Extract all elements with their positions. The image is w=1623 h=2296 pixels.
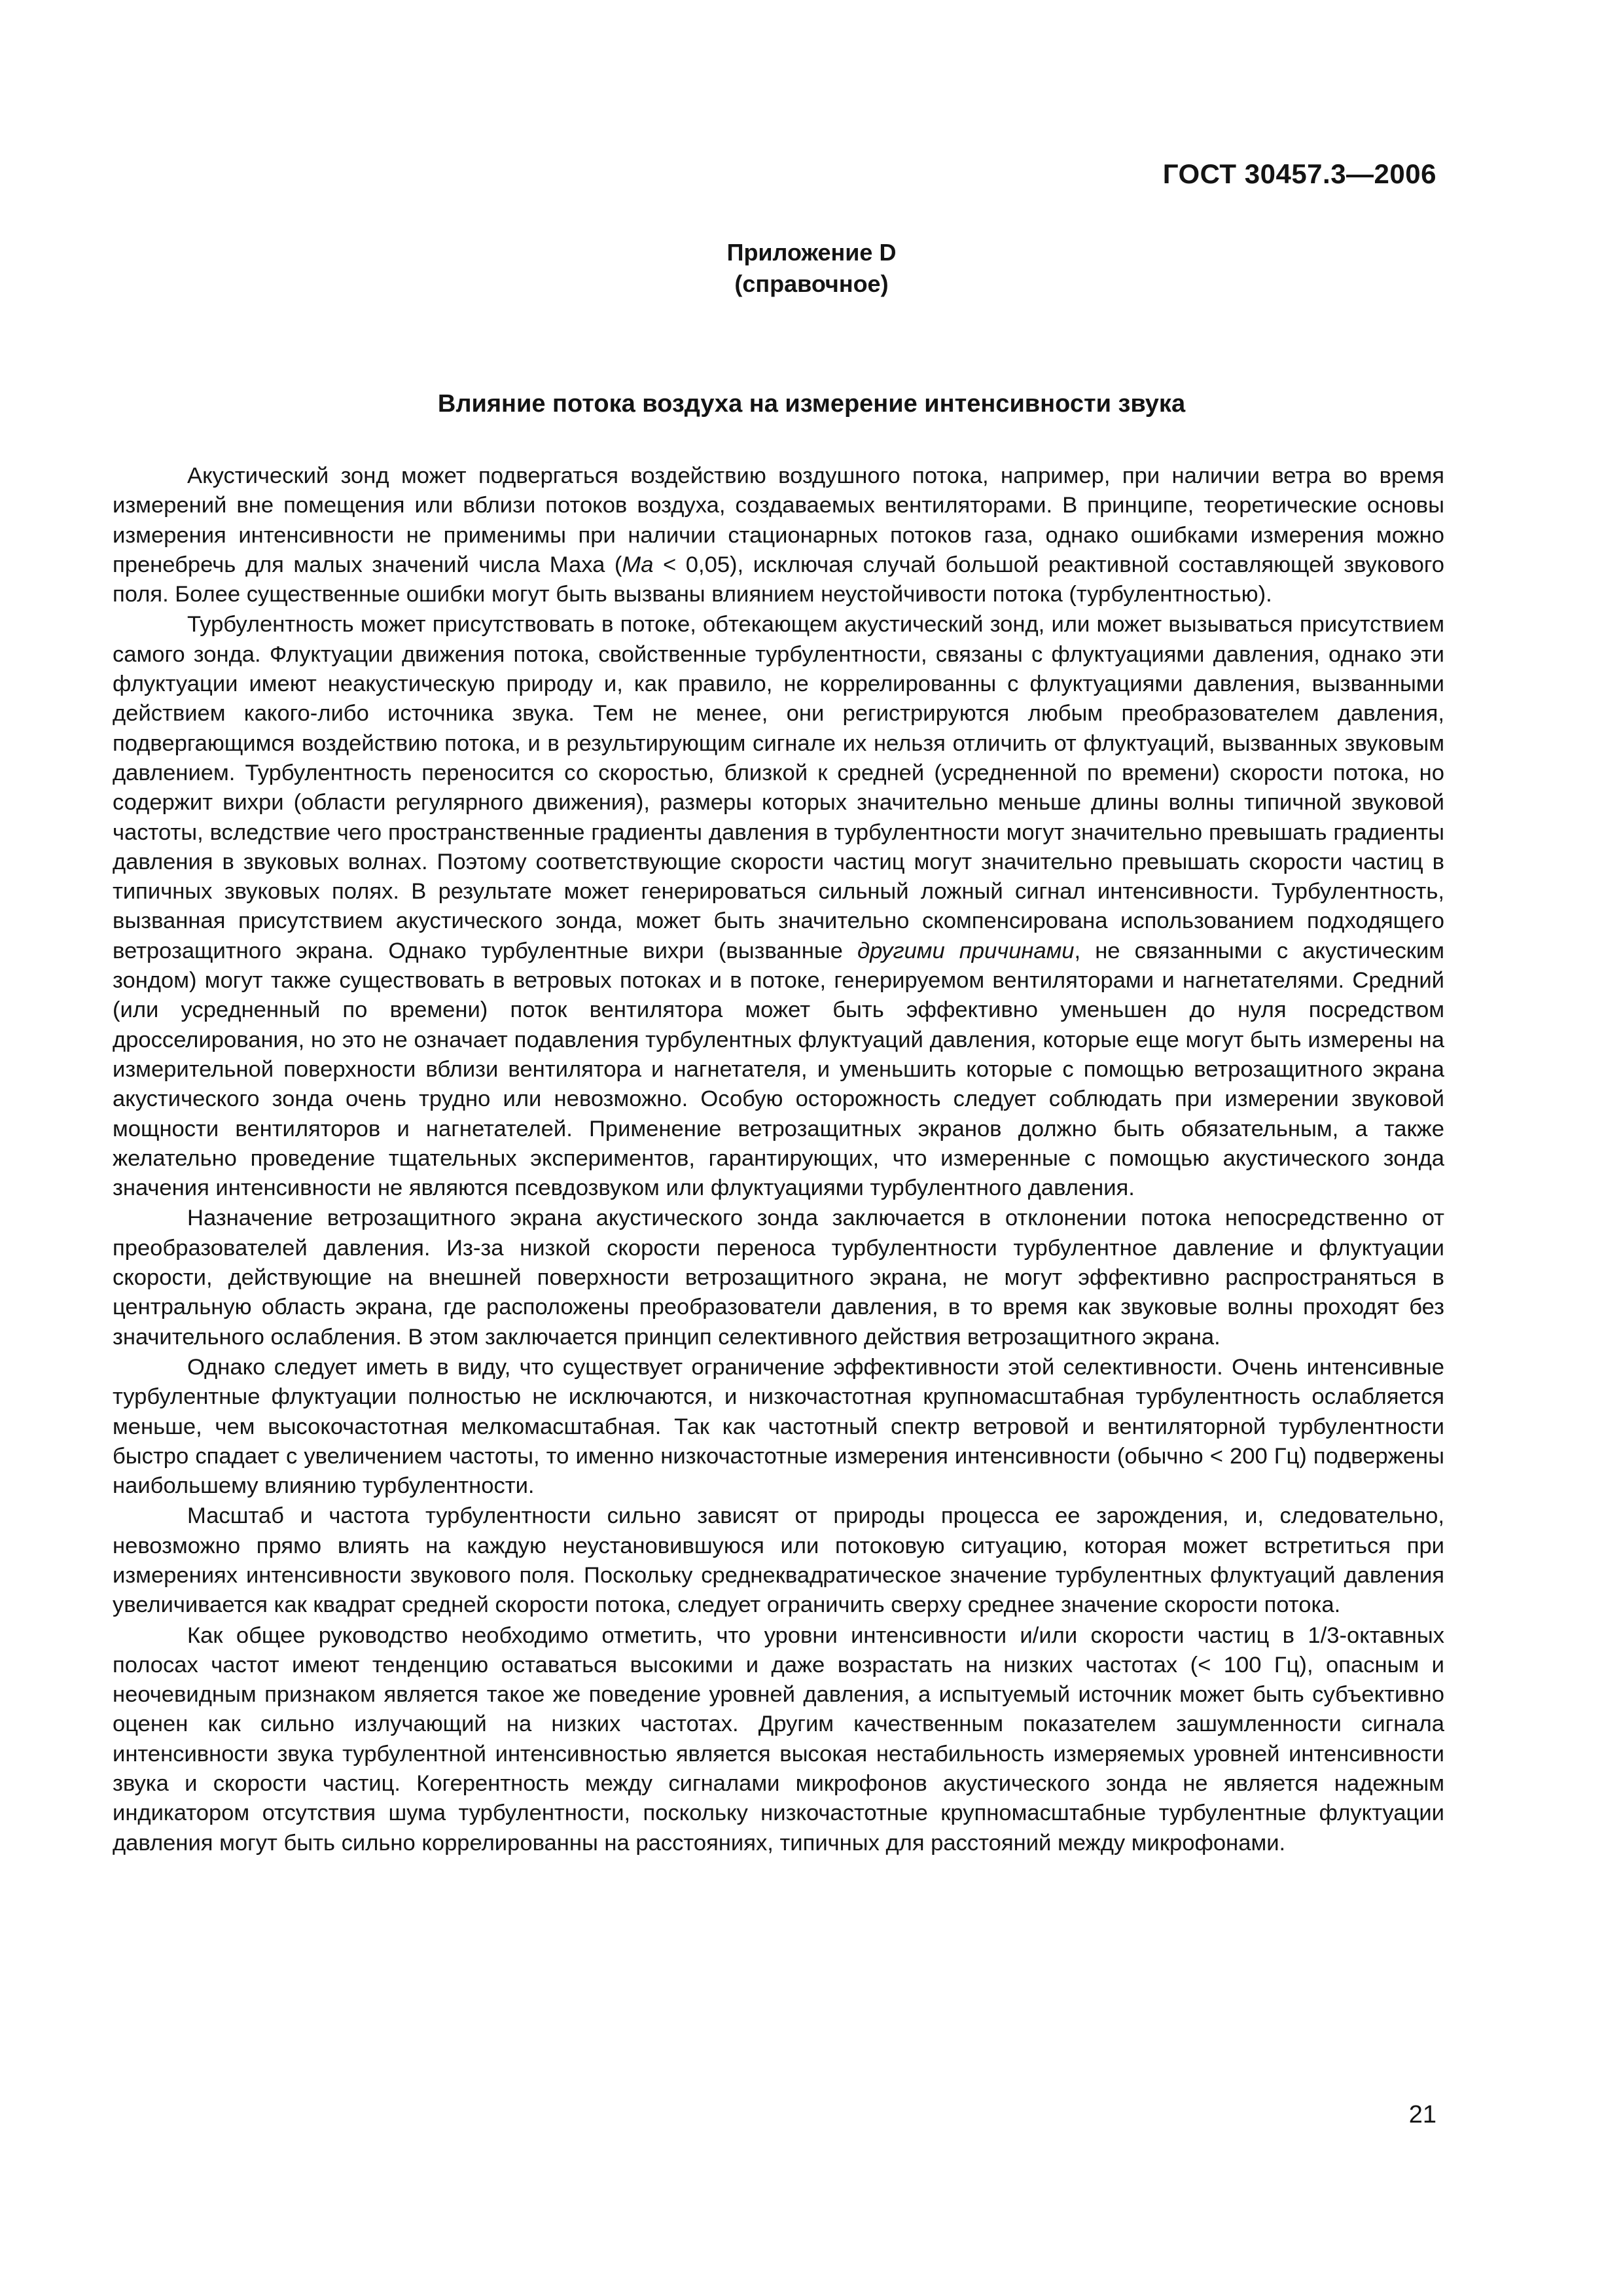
standard-code: ГОСТ 30457.3—2006 bbox=[1162, 158, 1436, 189]
paragraph bbox=[113, 1501, 1444, 1620]
section-title: Влияние потока воздуха на измерение интенсивности звука bbox=[437, 390, 1186, 418]
paragraph-text: Акустический зонд может подвергаться воздействию воздушного потока, например, при наличии ветра во время измерений вне помещения или вблизи потоков воздуха, создаваемых вентиляторами. В принципе, теоретические основы измерения интенсивности не применимы при наличии стационарных потоков газа, однако ошибками измерения можно пренебречь для малых значений числа Маха ( bbox=[113, 463, 1444, 577]
paragraph-text: Турбулентность может присутствовать в потоке, обтекающем акустический зонд, или может вызываться присутствием самого зонда. Флуктуации движения потока, свойственные турбулентности, связаны с флуктуациями давления, однако эти флуктуации имеют неакустическую природу и, как правило, не коррелированны с флуктуациями давления, вызванными действием какого-либо источника звука. Тем не менее, они регистрируются любым преобразователем давления, подвергающимся воздействию потока, и в результирующим сигнале их нельзя отличить от флуктуаций, вызванных звуковым давлением. Турбулентность переносится со скоростью, близкой к средней (усредненной по времени) скорости потока, но содержит вихри (области регулярного движения), размеры которых значительно меньше длины волны типичной звуковой частоты, вследствие чего пространственные градиенты давления в турбулентности могут значительно превышать градиенты давления в звуковых волнах. Поэтому соответствующие скорости частиц могут значительно превышать скорости частиц в типичных звуковых полях. В результате может генерироваться сильный ложный сигнал интенсивности. Турбулентность, вызванная присутствием акустического зонда, может быть значительно скомпенсирована использованием подходящего ветрозащитного экрана. Однако турбулентные вихри (вызванные bbox=[113, 612, 1444, 963]
appendix-label: Приложение D bbox=[726, 239, 897, 266]
paragraph bbox=[113, 1353, 1444, 1501]
appendix-status: (справочное) bbox=[734, 270, 889, 297]
paragraph-text: Однако следует иметь в виду, что существует ограничение эффективности этой селективности. Очень интенсивные турбулентные флуктуации полностью не исключаются, и низкочастотная крупномасштабная турбулентность ослабляется меньше, чем высокочастотная мелкомасштабная. Так как частотный спектр ветровой и вентиляторной турбулентности быстро спадает с увеличением частоты, то именно низкочастотные измерения интенсивности (обычно < 200 Гц) подвержены наибольшему влиянию турбулентности. bbox=[113, 1354, 1444, 1499]
body-text bbox=[113, 461, 1444, 1858]
paragraph-text: Масштаб и частота турбулентности сильно зависят от природы процесса ее зарождения, и, следовательно, невозможно прямо влиять на каждую неустановившуюся или потоковую ситуацию, которая может встретиться при измерениях интенсивности звукового поля. Поскольку среднеквадратическое значение турбулентных флуктуаций давления увеличивается как квадрат средней скорости потока, следует ограничить сверху среднее значение скорости потока. bbox=[113, 1503, 1444, 1618]
paragraph-text: Назначение ветрозащитного экрана акустического зонда заключается в отклонении потока непосредственно от преобразователей давления. Из-за низкой скорости переноса турбулентности турбулентное давление и флуктуации скорости, действующие на внешней поверхности ветрозащитного экрана, не могут эффективно распространяться в центральную область экрана, где расположены преобразователи давления, в то время как звуковые волны проходят без значительного ослабления. В этом заключается принцип селективного действия ветрозащитного экрана. bbox=[113, 1206, 1444, 1350]
appendix-heading bbox=[0, 237, 1623, 300]
paragraph bbox=[113, 461, 1444, 609]
italic-text: Ma bbox=[622, 552, 654, 577]
paragraph-text: < 0,05), исключая случай большой реактивной составляющей звукового поля. Более существенные ошибки могут быть вызваны влиянием неустойчивости потока (турбулентностью). bbox=[113, 552, 1444, 607]
italic-text: другими причинами bbox=[857, 938, 1075, 963]
paragraph bbox=[113, 1621, 1444, 1858]
page-number: 21 bbox=[1408, 2101, 1436, 2128]
paragraph bbox=[113, 610, 1444, 1203]
paragraph bbox=[113, 1204, 1444, 1352]
paragraph-text: , не связанными с акустическим зондом) могут также существовать в ветровых потоках и в потоке, генерируемом вентиляторами и нагнетателями. Средний (или усредненный по времени) поток вентилятора может быть эффективно уменьшен до нуля посредством дросселирования, но это не означает подавления турбулентных флуктуаций давления, которые еще могут быть измерены на измерительной поверхности вблизи вентилятора и нагнетателя, и уменьшить которые с помощью ветрозащитного экрана акустического зонда очень трудно или невозможно. Особую осторожность следует соблюдать при измерении звуковой мощности вентиляторов и нагнетателей. Применение ветрозащитных экранов должно быть обязательным, а также желательно проведение тщательных экспериментов, гарантирующих, что измеренные с помощью акустического зонда значения интенсивности не являются псевдозвуком или флуктуациями турбулентного давления. bbox=[113, 938, 1445, 1201]
paragraph-text: Как общее руководство необходимо отметить, что уровни интенсивности и/или скорости частиц в 1/3-октавных полосах частот имеют тенденцию оставаться высокими и даже возрастать на низких частотах (< 100 Гц), опасным и неочевидным признаком является такое же поведение уровней давления, а испытуемый источник может быть субъективно оценен как сильно излучающий на низких частотах. Другим качественным показателем зашумленности сигнала интенсивности звука турбулентной интенсивностью является высокая нестабильность измеряемых уровней интенсивности звука и скорости частиц. Когерентность между сигналами микрофонов акустического зонда не является надежным индикатором отсутствия шума турбулентности, поскольку низкочастотные крупномасштабные турбулентные флуктуации давления могут быть сильно коррелированны на расстояниях, типичных для расстояний между микрофонами. bbox=[113, 1623, 1444, 1856]
